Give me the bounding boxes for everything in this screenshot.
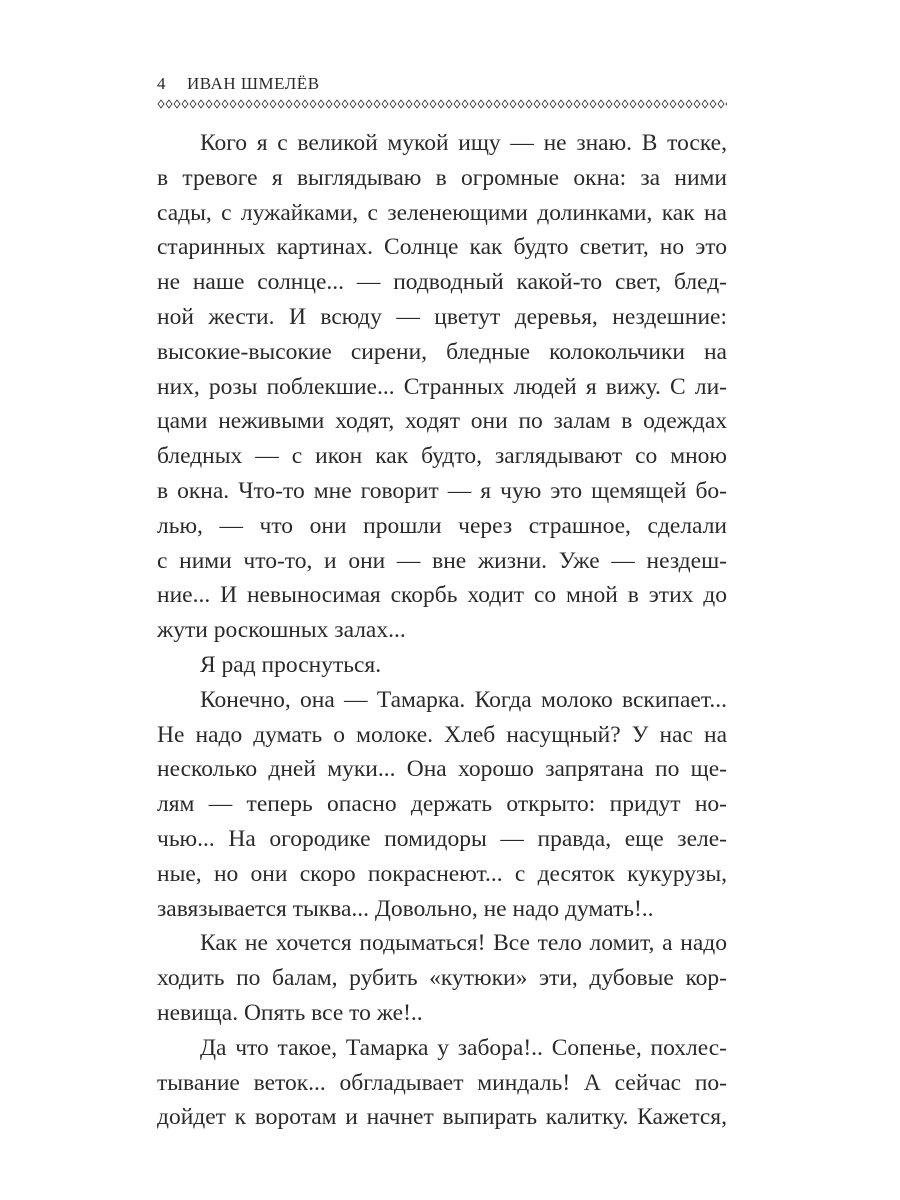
text-line: высокие-высокие сирени, бледные колокольчики на bbox=[157, 338, 727, 365]
text-line: ной жести. И всюду — цветут деревья, нездешние: bbox=[157, 303, 727, 330]
text-line: старинных картинах. Солнце как будто светит, но это bbox=[157, 234, 727, 261]
text-line: в тревоге я выглядываю в огромные окна: за ними bbox=[157, 164, 727, 191]
text-line: дойдет к воротам и начнет выпирать калитку. Кажется, bbox=[157, 1104, 727, 1131]
text-line: с ними что-то, и они — вне жизни. Уже — нездеш- bbox=[157, 547, 727, 574]
text-line: в окна. Что-то мне говорит — я чую это щемящей бо- bbox=[157, 477, 727, 504]
text-line: Да что такое, Тамарка у забора!.. Сопенье, похлес- bbox=[200, 1034, 727, 1061]
text-line: Я рад проснуться. bbox=[200, 651, 382, 678]
text-line: жути роскошных залах... bbox=[157, 617, 406, 644]
text-line: несколько дней муки... Она хорошо запрятана по ще- bbox=[157, 756, 727, 783]
text-line: сады, с лужайками, с зеленеющими долинками, как на bbox=[157, 199, 727, 226]
text-line: не наше солнце... — подводный какой-то свет, блед- bbox=[157, 269, 727, 296]
text-line: завязывается тыква... Довольно, не надо думать!.. bbox=[157, 895, 654, 922]
text-line: Кого я с великой мукой ищу — не знаю. В тоске, bbox=[200, 130, 727, 156]
text-line: Конечно, она — Тамарка. Когда молоко вскипает... bbox=[200, 686, 727, 713]
text-line: невища. Опять все то же!.. bbox=[157, 999, 423, 1026]
page-number: 4 bbox=[157, 74, 166, 93]
text-line: ные, но они скоро покраснеют... с десяток кукурузы, bbox=[157, 860, 727, 887]
ornamental-rule bbox=[157, 98, 727, 110]
text-line: ходить по балам, рубить «кутюки» эти, дубовые кор- bbox=[157, 965, 727, 992]
text-line: цами неживыми ходят, ходят они по залам в одеждах bbox=[157, 408, 727, 435]
text-line: них, розы поблекшие... Странных людей я вижу. С ли- bbox=[157, 373, 727, 400]
text-line: бледных — с икон как будто, заглядывают со мною bbox=[157, 443, 727, 470]
text-line: лям — теперь опасно держать открыто: придут но- bbox=[157, 791, 727, 818]
text-line: Не надо думать о молоке. Хлеб насущный? У нас на bbox=[157, 721, 727, 748]
text-line: тывание веток... обгладывает миндаль! А сейчас по- bbox=[157, 1069, 727, 1096]
body-text bbox=[157, 118, 727, 1131]
running-head bbox=[157, 74, 727, 96]
text-line: чью... На огородике помидоры — правда, еще зеле- bbox=[157, 825, 727, 852]
running-head-author: ИВАН ШМЕЛЁВ bbox=[187, 74, 320, 93]
text-line: лью, — что они прошли через страшное, сделали bbox=[157, 512, 727, 539]
text-line: ние... И невыносимая скорбь ходит со мной в этих до bbox=[157, 582, 727, 609]
text-line: Как не хочется подыматься! Все тело ломит, а надо bbox=[200, 930, 727, 957]
